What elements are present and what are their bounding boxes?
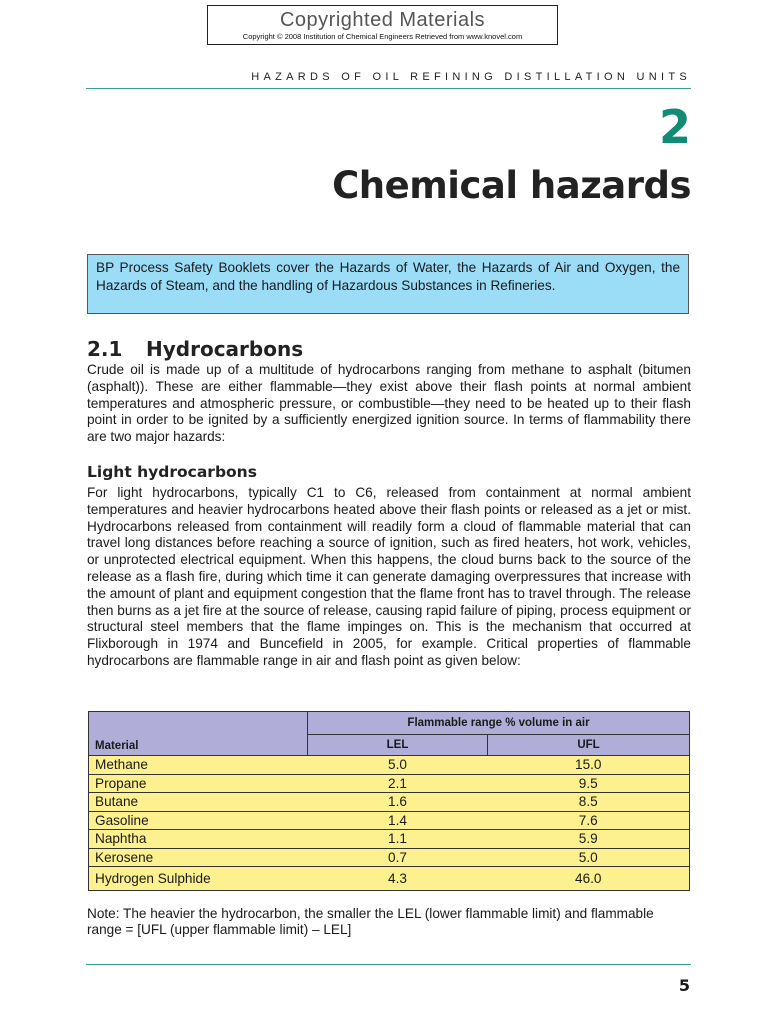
material-cell: Hydrogen Sulphide [89,867,308,891]
lel-cell: 2.1 [308,774,488,793]
header-rule [86,88,691,89]
table-row [89,848,690,867]
material-cell: Kerosene [89,848,308,867]
ufl-cell: 7.6 [488,811,690,830]
subsection-body-paragraph: For light hydrocarbons, typically C1 to C6, released from containment at normal ambient temperatures and heavier hydrocarbons heated above their flash points or released as a jet or mist. Hydrocarbons released from containment will readily form a cloud of flammable material that can travel long distances before reaching a source of ignition, such as fired heaters, hot work, vehicles, or unprotected electrical equipment. When this happens, the cloud burns back to the source of the release as a flash fire, during which time it can generate damaging overpressures that increase with the amount of plant and equipment congestion that the flame front has to travel through. The release then burns as a jet fire at the source of release, causing rapid failure of piping, process equipment or structural steel members that the flame impinges on. This is the mechanism that occurred at Flixborough in 1974 and Buncefield in 2005, for example. Critical properties of flammable hydrocarbons are flammable range in air and flash point as given below: [87,485,691,668]
running-head: HAZARDS OF OIL REFINING DISTILLATION UNITS [251,71,691,83]
material-cell: Butane [89,793,308,812]
lel-cell: 1.4 [308,811,488,830]
table-header-lel: LEL [308,735,488,756]
section-heading [87,337,303,361]
table-note: Note: The heavier the hydrocarbon, the smaller the LEL (lower flammable limit) and flammable range = [UFL (upper flammable limit) – LEL] [87,906,654,937]
copyright-banner [207,5,558,45]
ufl-cell: 5.0 [488,848,690,867]
ufl-cell: 15.0 [488,756,690,775]
banner-title: Copyrighted Materials [279,9,486,31]
lel-cell: 1.1 [308,830,488,849]
material-cell: Propane [89,774,308,793]
table-row [89,793,690,812]
subsection-heading: Light hydrocarbons [87,463,257,481]
flammability-table [88,711,690,891]
ufl-cell: 8.5 [488,793,690,812]
material-cell: Naphtha [89,830,308,849]
table-row [89,830,690,849]
section-title: Hydrocarbons [146,337,304,361]
section-intro-paragraph: Crude oil is made up of a multitude of hydrocarbons ranging from methane to asphalt (bitumen (asphalt)). These are either flammable—they exist above their flash points at normal ambient temperatures and atmospheric pressure, or combustible—they need to be heated up to their flash point in order to be ignited by a sufficiently energized ignition source. In terms of flammability there are two major hazards: [87,362,691,445]
page-number: 5 [678,976,690,995]
section-number: 2.1 [87,337,123,361]
chapter-number: 2 [658,100,691,154]
callout-box: BP Process Safety Booklets cover the Hazards of Water, the Hazards of Air and Oxygen, the Hazards of Steam, and the handling of Hazardous Substances in Refineries. [87,254,689,314]
table-header-material: Material [89,712,308,756]
material-cell: Methane [89,756,308,775]
lel-cell: 5.0 [308,756,488,775]
material-cell: Gasoline [89,811,308,830]
table-row [89,811,690,830]
table-header-ufl: UFL [488,735,690,756]
banner-subtitle: Copyright © 2008 Institution of Chemical Engineers Retrieved from www.knovel.com [242,32,523,41]
table-row [89,774,690,793]
lel-cell: 4.3 [308,867,488,891]
ufl-cell: 5.9 [488,830,690,849]
footer-rule [86,964,691,965]
table-row [89,756,690,775]
lel-cell: 1.6 [308,793,488,812]
ufl-cell: 46.0 [488,867,690,891]
ufl-cell: 9.5 [488,774,690,793]
table-group-header: Flammable range % volume in air [308,712,690,735]
chapter-title: Chemical hazards [332,164,691,207]
lel-cell: 0.7 [308,848,488,867]
table-row [89,867,690,891]
